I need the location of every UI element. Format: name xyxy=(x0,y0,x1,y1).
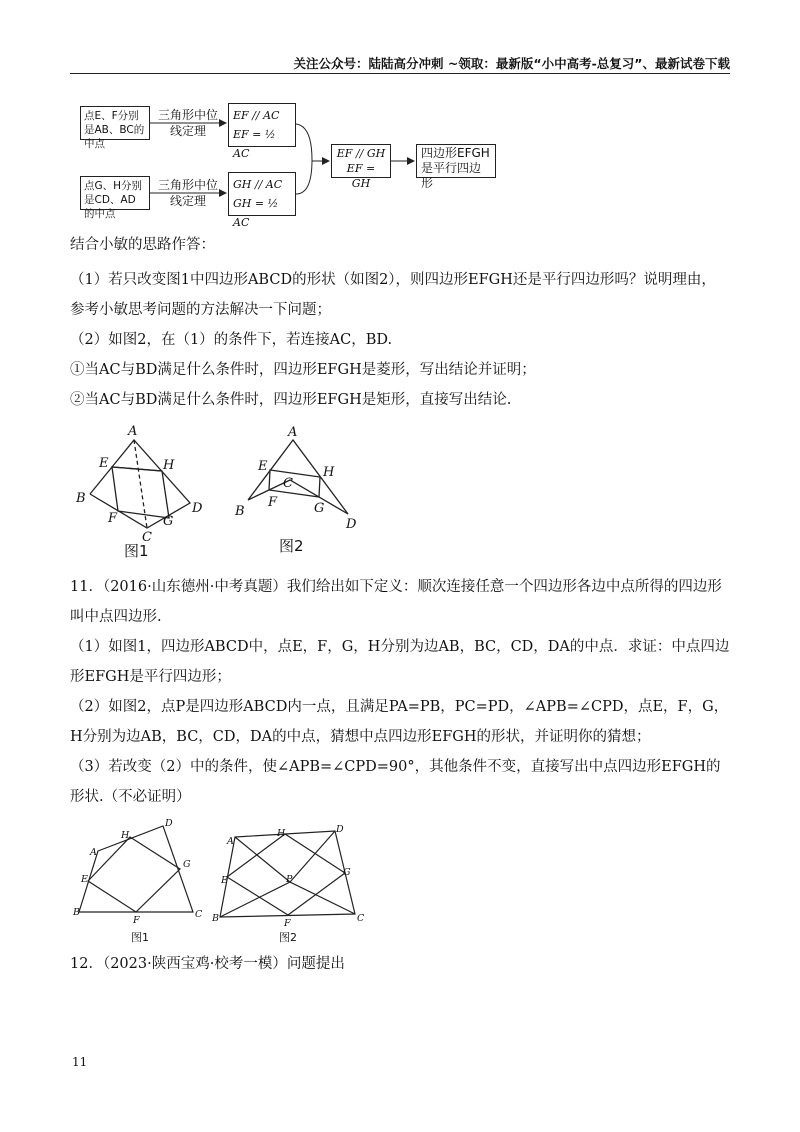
svg-text:C: C xyxy=(195,909,203,920)
q10-part2-2: ②当AC与BD满足什么条件时，四边形EFGH是矩形，直接写出结论. xyxy=(70,392,512,408)
q10-intro: 结合小敏的思路作答： xyxy=(70,237,215,253)
q11-part1: （1）如图1，四边形ABCD中，点E，F，G，H分别为边AB，BC，CD，DA的中点．求证：中点四边形EFGH是平行四边形； xyxy=(70,639,730,685)
svg-text:D: D xyxy=(346,517,357,532)
svg-text:E: E xyxy=(258,459,268,474)
flow-res2-a: GH // AC xyxy=(233,178,283,191)
svg-text:F: F xyxy=(108,511,118,526)
svg-text:G: G xyxy=(314,501,325,516)
svg-text:B: B xyxy=(76,491,86,506)
svg-text:P: P xyxy=(286,874,293,885)
flow-res1-a: EF // AC xyxy=(233,109,280,122)
svg-text:B: B xyxy=(73,907,80,918)
svg-text:F: F xyxy=(284,918,291,929)
svg-text:C: C xyxy=(283,476,293,491)
q12-stem: 12．（2023·陕西宝鸡·校考一模）问题提出 xyxy=(70,956,345,972)
svg-text:A: A xyxy=(90,847,97,858)
svg-text:B: B xyxy=(212,913,219,924)
figure-q11-caption-1: 图1 xyxy=(131,931,149,944)
svg-text:F: F xyxy=(133,915,140,926)
svg-text:H: H xyxy=(323,465,335,480)
svg-text:D: D xyxy=(192,501,203,516)
page-number: 11 xyxy=(72,1055,88,1069)
flow-label-1: 三角形中位线定理 xyxy=(157,108,218,138)
svg-text:H: H xyxy=(121,830,130,841)
svg-text:H: H xyxy=(277,828,286,839)
q10-part2-1: ①当AC与BD满足什么条件时，四边形EFGH是菱形，写出结论并证明； xyxy=(70,362,536,378)
svg-text:A: A xyxy=(128,424,138,439)
svg-text:G: G xyxy=(163,514,174,529)
svg-text:A: A xyxy=(288,425,298,440)
flow-mid-b: EF = GH xyxy=(346,162,376,190)
flow-box-ef-midpoints: 点E、F分别是AB、BC的中点 xyxy=(80,106,150,140)
page-header: 关注公众号：陆陆高分冲刺 ~领取：最新版“小中高考-总复习”、最新试卷下载 xyxy=(293,56,730,71)
figure-q11-caption-2: 图2 xyxy=(279,931,297,944)
flow-res2-b: GH = ½ AC xyxy=(233,197,279,229)
svg-text:C: C xyxy=(142,530,152,545)
flow-res1-b: EF = ½ AC xyxy=(233,128,276,160)
svg-text:C: C xyxy=(357,913,365,924)
svg-text:H: H xyxy=(163,458,175,473)
svg-text:F: F xyxy=(268,495,278,510)
q10-part1: （1）若只改变图1中四边形ABCD的形状（如图2），则四边形EFGH还是平行四边形吗？说明理由，参考小敏思考问题的方法解决一下问题； xyxy=(70,272,716,318)
svg-text:G: G xyxy=(183,859,191,870)
svg-text:E: E xyxy=(221,875,228,886)
svg-text:D: D xyxy=(165,818,173,829)
svg-text:B: B xyxy=(235,504,245,519)
svg-text:E: E xyxy=(81,874,88,885)
svg-text:E: E xyxy=(99,456,109,471)
flow-label-2: 三角形中位线定理 xyxy=(157,178,218,208)
svg-text:D: D xyxy=(336,824,344,835)
svg-text:A: A xyxy=(227,836,234,847)
figure-q10-caption-1: 图1 xyxy=(124,542,149,560)
q11-part2: （2）如图2，点P是四边形ABCD内一点，且满足PA=PB，PC=PD，∠APB=∠CPD，点E，F，G，H分别为边AB，BC，CD，DA的中点，猜想中点四边形EFGH的形状，并证明你的猜想； xyxy=(70,699,729,745)
q10-part2: （2）如图2，在（1）的条件下，若连接AC，BD. xyxy=(70,332,393,348)
figure-q10-caption-2: 图2 xyxy=(279,537,304,555)
svg-text:G: G xyxy=(343,867,351,878)
q11-part3: （3）若改变（2）中的条件，使∠APB=∠CPD=90°，其他条件不变，直接写出中点四边形EFGH的形状.（不必证明） xyxy=(70,759,721,805)
flow-box-final: 四边形EFGH是平行四边形 xyxy=(416,144,496,178)
q11-stem: 11．（2016·山东德州·中考真题）我们给出如下定义：顺次连接任意一个四边形各边中点所得的四边形叫中点四边形. xyxy=(70,579,722,625)
flow-box-gh-midpoints: 点G、H分别是CD、AD的中点 xyxy=(80,176,150,210)
flow-mid-a: EF // GH xyxy=(336,147,386,160)
